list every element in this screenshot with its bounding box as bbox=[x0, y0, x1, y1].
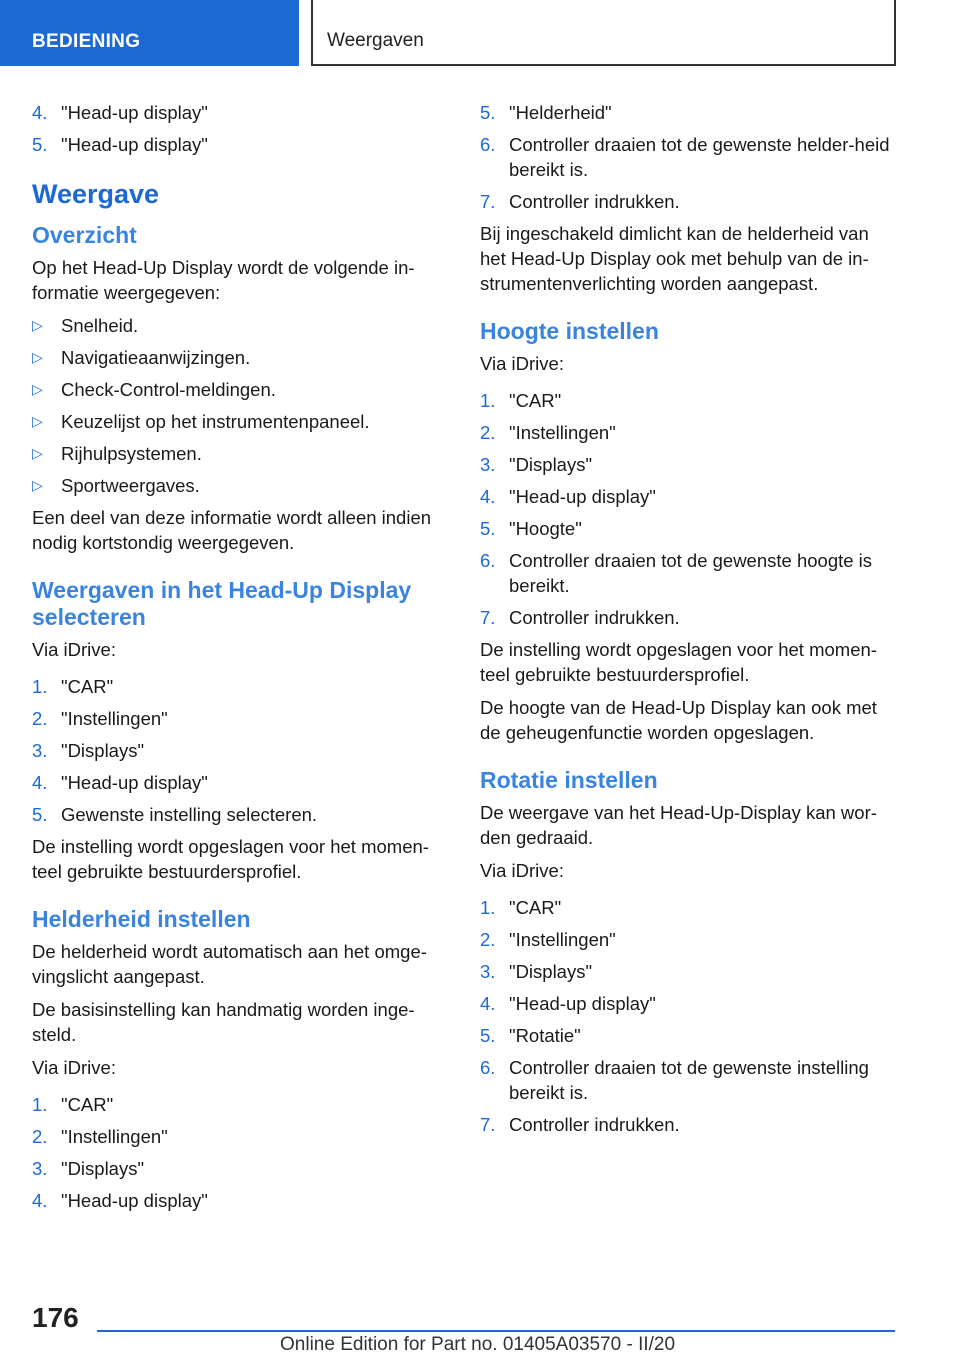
list-number: 2. bbox=[32, 708, 48, 729]
list-number: 4. bbox=[480, 486, 496, 507]
heading-overzicht: Overzicht bbox=[32, 222, 137, 248]
list-item bbox=[32, 100, 444, 125]
paragraph: De weergave van het Head-Up-Display kan wor-den gedraaid. bbox=[480, 802, 877, 848]
list-text: "Displays" bbox=[509, 961, 593, 982]
triangle-right-icon: ▷ bbox=[32, 381, 43, 397]
list-text: "Displays" bbox=[61, 740, 145, 761]
list-item bbox=[480, 605, 892, 630]
list-item bbox=[480, 420, 892, 445]
list-number: 3. bbox=[480, 961, 496, 982]
bullet-text: Keuzelijst op het instrumentenpaneel. bbox=[61, 411, 370, 432]
list-text: "Instellingen" bbox=[509, 929, 616, 950]
bullet-item bbox=[32, 313, 444, 338]
list-text: "CAR" bbox=[509, 897, 562, 918]
list-text: "CAR" bbox=[509, 390, 562, 411]
bullet-item bbox=[32, 377, 444, 402]
paragraph: Bij ingeschakeld dimlicht kan de helderheid van het Head-Up Display ook met behulp van de in-strumentenverlichting worden aangepast. bbox=[480, 223, 869, 294]
list-item bbox=[32, 1092, 444, 1117]
list-item bbox=[32, 706, 444, 731]
list-text: "Head-up display" bbox=[61, 772, 208, 793]
steps-list bbox=[480, 100, 892, 214]
list-item bbox=[480, 189, 892, 214]
triangle-right-icon: ▷ bbox=[32, 413, 43, 429]
list-item bbox=[32, 132, 444, 157]
list-text: "Rotatie" bbox=[509, 1025, 581, 1046]
page-number: 176 bbox=[32, 1302, 79, 1333]
paragraph: De instelling wordt opgeslagen voor het momen-teel gebruikte bestuurdersprofiel. bbox=[32, 836, 429, 882]
paragraph: Een deel van deze informatie wordt alleen indien nodig kortstondig weergegeven. bbox=[32, 507, 432, 553]
list-number: 1. bbox=[32, 1094, 48, 1115]
list-text: "Instellingen" bbox=[61, 708, 168, 729]
list-text: Controller indrukken. bbox=[509, 607, 680, 628]
footer-edition: Online Edition for Part no. 01405A03570 - II/20 bbox=[280, 1334, 676, 1355]
list-number: 3. bbox=[32, 1158, 48, 1179]
list-number: 3. bbox=[480, 454, 496, 475]
list-item bbox=[32, 1156, 444, 1181]
heading-helderheid: Helderheid instellen bbox=[32, 906, 251, 932]
left-column bbox=[32, 100, 444, 1220]
list-text: "Head-up display" bbox=[509, 993, 656, 1014]
list-number: 5. bbox=[480, 1025, 496, 1046]
paragraph: De basisinstelling kan handmatig worden inge-steld. bbox=[32, 999, 415, 1045]
paragraph: Op het Head-Up Display wordt de volgende in-formatie weergegeven: bbox=[32, 257, 415, 303]
list-number: 4. bbox=[480, 993, 496, 1014]
triangle-right-icon: ▷ bbox=[32, 445, 43, 461]
section-tab: BEDIENING bbox=[0, 0, 299, 66]
list-number: 4. bbox=[32, 772, 48, 793]
list-item bbox=[480, 1112, 892, 1137]
list-text: "Helderheid" bbox=[509, 102, 612, 123]
bullet-item bbox=[32, 409, 444, 434]
heading-rotatie: Rotatie instellen bbox=[480, 767, 658, 793]
steps-list bbox=[480, 895, 892, 1137]
list-item bbox=[480, 100, 892, 125]
bullet-item bbox=[32, 473, 444, 498]
via-idrive: Via iDrive: bbox=[32, 639, 116, 660]
bullet-text: Rijhulpsystemen. bbox=[61, 443, 202, 464]
list-number: 7. bbox=[480, 607, 496, 628]
list-text: Controller indrukken. bbox=[509, 191, 680, 212]
paragraph: De hoogte van de Head-Up Display kan ook met de geheugenfunctie worden opgeslagen. bbox=[480, 697, 877, 743]
list-item bbox=[32, 770, 444, 795]
list-number: 5. bbox=[480, 102, 496, 123]
heading-hoogte: Hoogte instellen bbox=[480, 318, 659, 344]
list-text: "Head-up display" bbox=[61, 1190, 208, 1211]
list-text: "Displays" bbox=[61, 1158, 145, 1179]
bullet-text: Snelheid. bbox=[61, 315, 139, 336]
list-number: 6. bbox=[480, 1057, 496, 1078]
list-item bbox=[480, 1023, 892, 1048]
list-number: 7. bbox=[480, 1114, 496, 1135]
footer-divider bbox=[97, 1330, 895, 1332]
paragraph: De helderheid wordt automatisch aan het omge-vingslicht aangepast. bbox=[32, 941, 427, 987]
list-item bbox=[480, 959, 892, 984]
bullet-text: Check-Control-meldingen. bbox=[61, 379, 276, 400]
list-number: 1. bbox=[480, 390, 496, 411]
list-item bbox=[480, 927, 892, 952]
heading-selecteren: Weergaven in het Head-Up Display selecteren bbox=[32, 577, 412, 630]
page-header bbox=[0, 0, 960, 66]
section-heading-weergave: Weergave bbox=[32, 179, 160, 209]
list-text: "Head-up display" bbox=[509, 486, 656, 507]
bullet-text: Sportweergaves. bbox=[61, 475, 200, 496]
list-item bbox=[32, 1188, 444, 1213]
right-column bbox=[480, 100, 892, 1144]
list-text: "Instellingen" bbox=[509, 422, 616, 443]
list-item bbox=[32, 738, 444, 763]
list-number: 2. bbox=[32, 1126, 48, 1147]
via-idrive: Via iDrive: bbox=[480, 353, 564, 374]
list-text: Controller indrukken. bbox=[509, 1114, 680, 1135]
list-number: 1. bbox=[32, 676, 48, 697]
list-text: Controller draaien tot de gewenste instelling bereikt is. bbox=[509, 1057, 869, 1103]
triangle-right-icon: ▷ bbox=[32, 349, 43, 365]
triangle-right-icon: ▷ bbox=[32, 317, 43, 333]
list-item bbox=[480, 991, 892, 1016]
list-text: "Instellingen" bbox=[61, 1126, 168, 1147]
list-number: 5. bbox=[32, 804, 48, 825]
steps-list bbox=[32, 1092, 444, 1213]
steps-list bbox=[32, 674, 444, 827]
list-text: "Hoogte" bbox=[509, 518, 582, 539]
list-number: 6. bbox=[480, 134, 496, 155]
list-item bbox=[480, 895, 892, 920]
chapter-title: Weergaven bbox=[311, 0, 896, 66]
via-idrive: Via iDrive: bbox=[480, 860, 564, 881]
list-text: "Head-up display" bbox=[61, 102, 208, 123]
list-number: 3. bbox=[32, 740, 48, 761]
bullet-item bbox=[32, 345, 444, 370]
list-item bbox=[480, 1055, 892, 1105]
list-text: "CAR" bbox=[61, 1094, 114, 1115]
list-item bbox=[480, 516, 892, 541]
list-number: 2. bbox=[480, 422, 496, 443]
list-number: 4. bbox=[32, 102, 48, 123]
list-item bbox=[480, 484, 892, 509]
paragraph: De instelling wordt opgeslagen voor het momen-teel gebruikte bestuurdersprofiel. bbox=[480, 639, 877, 685]
list-item bbox=[480, 452, 892, 477]
bullet-item bbox=[32, 441, 444, 466]
list-text: "Displays" bbox=[509, 454, 593, 475]
list-item bbox=[480, 548, 892, 598]
list-item bbox=[480, 132, 892, 182]
list-text: Gewenste instelling selecteren. bbox=[61, 804, 318, 825]
triangle-right-icon: ▷ bbox=[32, 477, 43, 493]
steps-list bbox=[480, 388, 892, 630]
list-text: Controller draaien tot de gewenste hoogte is bereikt. bbox=[509, 550, 873, 596]
list-number: 6. bbox=[480, 550, 496, 571]
list-number: 5. bbox=[480, 518, 496, 539]
list-text: "Head-up display" bbox=[61, 134, 208, 155]
list-number: 1. bbox=[480, 897, 496, 918]
list-text: Controller draaien tot de gewenste helder-heid bereikt is. bbox=[509, 134, 890, 180]
list-text: "CAR" bbox=[61, 676, 114, 697]
list-number: 7. bbox=[480, 191, 496, 212]
list-number: 4. bbox=[32, 1190, 48, 1211]
via-idrive: Via iDrive: bbox=[32, 1057, 116, 1078]
list-item bbox=[32, 802, 444, 827]
list-item bbox=[32, 1124, 444, 1149]
bullet-list bbox=[32, 313, 444, 498]
list-number: 2. bbox=[480, 929, 496, 950]
list-item bbox=[32, 674, 444, 699]
list-number: 5. bbox=[32, 134, 48, 155]
list-item bbox=[480, 388, 892, 413]
top-list bbox=[32, 100, 444, 157]
bullet-text: Navigatieaanwijzingen. bbox=[61, 347, 251, 368]
